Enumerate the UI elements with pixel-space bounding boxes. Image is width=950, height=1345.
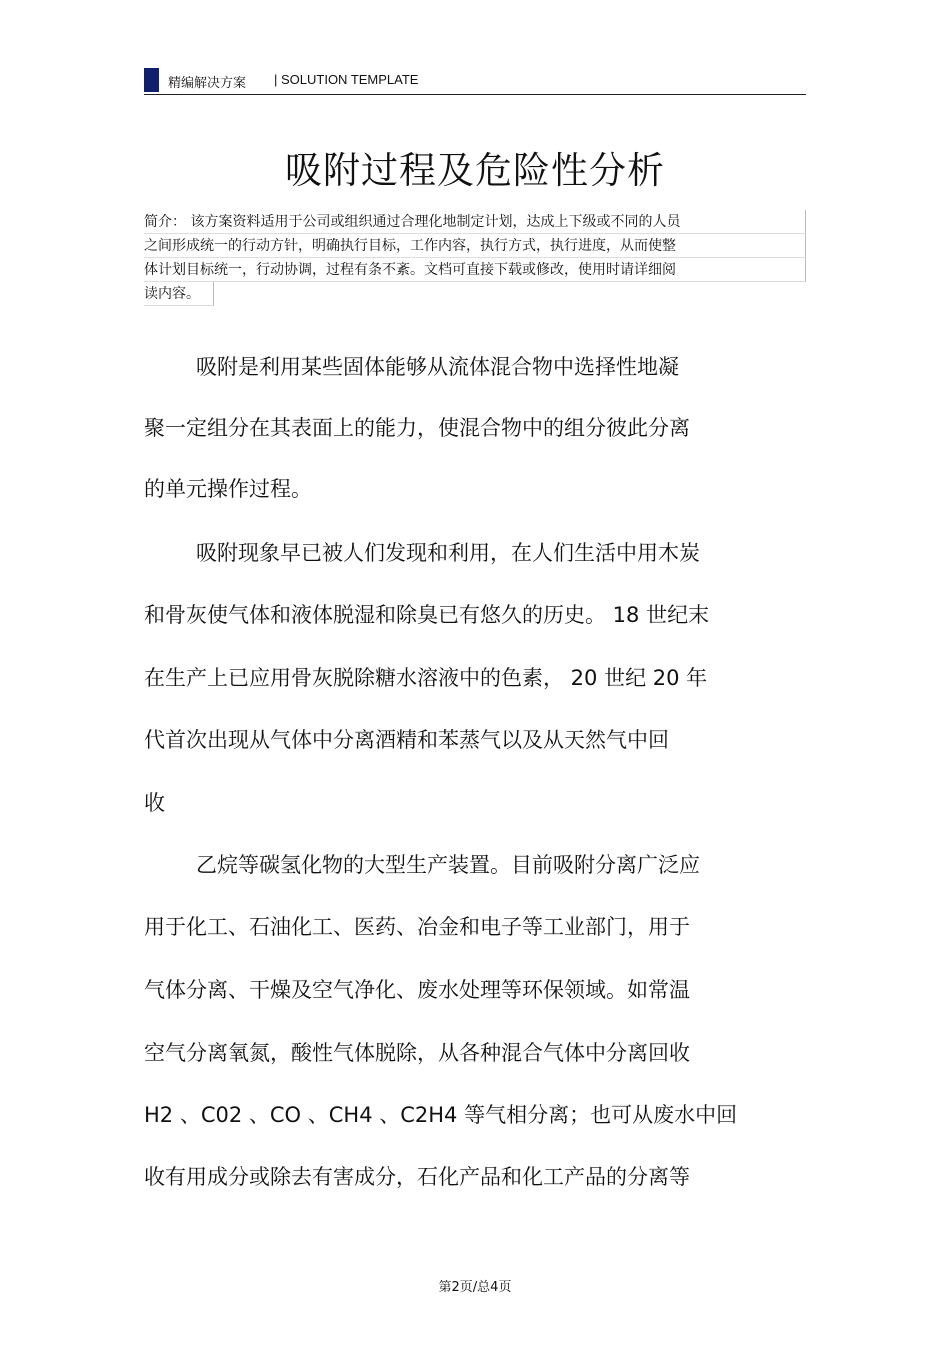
page-header bbox=[144, 66, 806, 95]
body-line: H2 、C02 、CO 、CH4 、C2H4 等气相分离；也可从废水中回 bbox=[144, 1103, 738, 1127]
body-line: 收 bbox=[144, 791, 165, 815]
intro-line: 之间形成统一的行动方针，明确执行目标，工作内容，执行方式，执行进度，从而使整 bbox=[144, 234, 806, 258]
body-line: 吸附是利用某些固体能够从流体混合物中选择性地凝 bbox=[196, 355, 679, 379]
intro-box bbox=[144, 210, 806, 306]
body-line: 气体分离、干燥及空气净化、废水处理等环保领域。如常温 bbox=[144, 978, 690, 1002]
body-line: 用于化工、石油化工、医药、冶金和电子等工业部门，用于 bbox=[144, 915, 690, 939]
body-line: 空气分离氧氮，酸性气体脱除，从各种混合气体中分离回收 bbox=[144, 1041, 690, 1065]
document-title: 吸附过程及危险性分析 bbox=[285, 149, 665, 192]
body-line: 代首次出现从气体中分离酒精和苯蒸气以及从天然气中回 bbox=[144, 728, 669, 752]
body-line: 乙烷等碳氢化物的大型生产装置。目前吸附分离广泛应 bbox=[196, 853, 700, 877]
body-line: 的单元操作过程。 bbox=[144, 477, 312, 501]
intro-line: 体计划目标统一，行动协调，过程有条不紊。文档可直接下载或修改，使用时请详细阅 bbox=[144, 258, 806, 282]
intro-line: 简介： 该方案资料适用于公司或组织通过合理化地制定计划，达成上下级或不同的人员 bbox=[144, 210, 806, 234]
body-line: 聚一定组分在其表面上的能力，使混合物中的组分彼此分离 bbox=[144, 416, 690, 440]
body-line: 吸附现象早已被人们发现和利用，在人们生活中用木炭 bbox=[196, 541, 700, 565]
body-line: 在生产上已应用骨灰脱除糖水溶液中的色素， 20 世纪 20 年 bbox=[144, 666, 708, 690]
header-tagline: | SOLUTION TEMPLATE bbox=[274, 72, 419, 87]
logo-icon bbox=[144, 68, 159, 92]
header-brand: 精编解决方案 bbox=[168, 76, 247, 91]
body-line: 收有用成分或除去有害成分，石化产品和化工产品的分离等 bbox=[144, 1165, 690, 1189]
intro-line: 读内容。 bbox=[144, 282, 214, 306]
body-line: 和骨灰使气体和液体脱湿和除臭已有悠久的历史。 18 世纪末 bbox=[144, 603, 710, 627]
page-number: 第2页/总4页 bbox=[438, 1280, 512, 1295]
